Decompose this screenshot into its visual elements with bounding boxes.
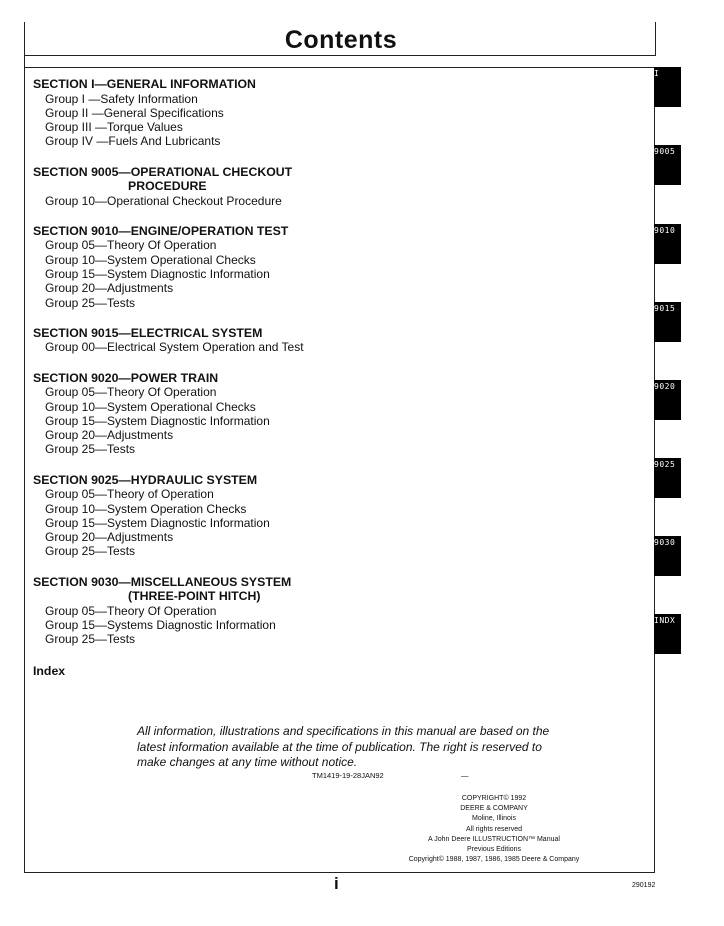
copyright-line: Previous Editions xyxy=(466,846,522,854)
group-entry[interactable]: Group III —Torque Values xyxy=(45,120,183,135)
group-entry[interactable]: Group 05—Theory of Operation xyxy=(45,487,214,502)
group-entry[interactable]: Group I —Safety Information xyxy=(45,91,198,106)
group-entry[interactable]: Group 20—Adjustments xyxy=(45,530,174,545)
section-9020 xyxy=(33,371,633,457)
group-entry[interactable]: Group 00—Electrical System Operation and Test xyxy=(45,340,304,355)
copyright-line: DEERE & COMPANY xyxy=(460,805,528,813)
tm-dash: — xyxy=(461,771,469,780)
section-9005 xyxy=(33,165,633,208)
section-title[interactable]: SECTION I—GENERAL INFORMATION xyxy=(33,77,256,91)
section-title[interactable]: SECTION 9005—OPERATIONAL CHECKOUT xyxy=(33,164,293,179)
group-entry[interactable]: Group 15—System Diagnostic Information xyxy=(45,267,270,282)
section-title[interactable]: SECTION 9010—ENGINE/OPERATION TEST xyxy=(33,223,289,238)
copyright-line: COPYRIGHT© 1992 xyxy=(461,795,527,802)
frame-left-line xyxy=(24,22,25,872)
section-title-continued: PROCEDURE xyxy=(128,179,207,194)
group-entry[interactable]: Group 05—Theory Of Operation xyxy=(45,238,217,253)
group-entry[interactable]: Group 10—System Operational Checks xyxy=(45,252,256,267)
page-title: Contents xyxy=(284,26,398,54)
section-9030 xyxy=(33,575,633,647)
group-entry[interactable]: Group II —General Specifications xyxy=(45,105,224,120)
section-title-continued: (THREE-POINT HITCH) xyxy=(128,589,261,604)
section-9015 xyxy=(33,326,633,355)
group-entry[interactable]: Group 25—Tests xyxy=(45,295,136,310)
group-entry[interactable]: Group 20—Adjustments xyxy=(45,428,174,443)
disclaimer-text: All information, illustrations and specifications in this manual are based on the latest information available at the time of publication. The right is reserved to make changes at any time without notice. xyxy=(137,724,550,769)
edge-tab-9030-label: 9030 xyxy=(654,538,676,547)
edge-tab-9020-label: 9020 xyxy=(654,382,676,391)
page-number: i xyxy=(334,874,339,893)
footer-rule xyxy=(24,872,655,873)
group-entry[interactable]: Group 10—System Operation Checks xyxy=(45,501,247,516)
group-entry[interactable]: Group 10—Operational Checkout Procedure xyxy=(45,193,282,208)
section-title[interactable]: SECTION 9030—MISCELLANEOUS SYSTEM xyxy=(33,574,292,589)
section-title[interactable]: SECTION 9015—ELECTRICAL SYSTEM xyxy=(33,325,263,340)
section-title[interactable]: SECTION 9020—POWER TRAIN xyxy=(33,370,219,385)
copyright-line: Copyright© 1988, 1987, 1986, 1985 Deere & Company xyxy=(408,856,580,864)
edge-tab-9025-label: 9025 xyxy=(654,460,676,469)
group-entry[interactable]: Group 25—Tests xyxy=(45,632,136,647)
edge-tab-9005-label: 9005 xyxy=(654,147,676,156)
group-entry[interactable]: Group 15—Systems Diagnostic Information xyxy=(45,618,276,633)
edge-tab-9015-label: 9015 xyxy=(654,304,676,313)
section-9010 xyxy=(33,224,633,310)
group-entry[interactable]: Group 05—Theory Of Operation xyxy=(45,385,217,400)
contents-top-rule xyxy=(24,67,655,68)
section-9025 xyxy=(33,473,633,559)
header-rule xyxy=(24,55,656,56)
index-link[interactable]: Index xyxy=(33,664,66,678)
section-title[interactable]: SECTION 9025—HYDRAULIC SYSTEM xyxy=(33,472,258,487)
section-general-information xyxy=(33,77,633,149)
group-entry[interactable]: Group 25—Tests xyxy=(45,544,136,559)
group-entry[interactable]: Group 15—System Diagnostic Information xyxy=(45,413,270,428)
copyright-line: A John Deere ILLUSTRUCTION™ Manual xyxy=(428,835,560,843)
copyright-line: All rights reserved xyxy=(465,825,523,833)
page-code: 290192 xyxy=(632,882,656,889)
edge-tab-index-label: INDX xyxy=(654,616,676,625)
group-entry[interactable]: Group 05—Theory Of Operation xyxy=(45,603,217,618)
group-entry[interactable]: Group 15—System Diagnostic Information xyxy=(45,515,270,530)
group-entry[interactable]: Group 25—Tests xyxy=(45,442,136,457)
copyright-line: Moline, Illinois xyxy=(472,815,516,823)
edge-tab-i-label: I xyxy=(654,69,660,78)
group-entry[interactable]: Group IV —Fuels And Lubricants xyxy=(45,134,221,149)
group-entry[interactable]: Group 10—System Operational Checks xyxy=(45,399,256,414)
table-of-contents xyxy=(33,77,633,660)
copyright-block xyxy=(396,794,592,865)
edge-tab-9010-label: 9010 xyxy=(654,226,676,235)
tm-code: TM1419-19-28JAN92 xyxy=(312,771,384,780)
group-entry[interactable]: Group 20—Adjustments xyxy=(45,281,174,296)
